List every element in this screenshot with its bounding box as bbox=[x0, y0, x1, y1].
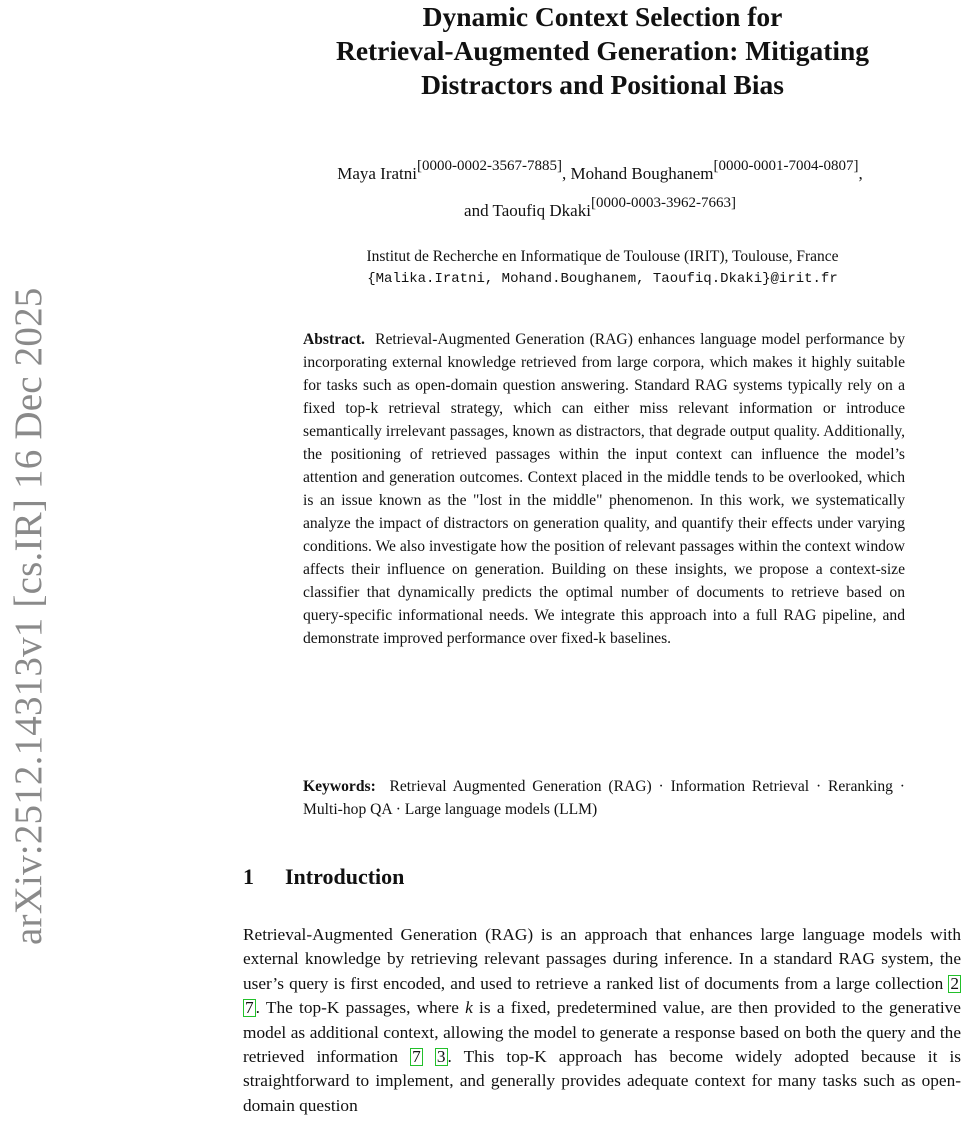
author-list bbox=[240, 156, 960, 230]
author-name: Mohand Boughanem bbox=[570, 164, 714, 183]
math-variable: k bbox=[465, 998, 473, 1018]
title-line-1: Dynamic Context Selection for bbox=[422, 1, 783, 32]
paragraph-text: . This top-K approach has become widely adopted because it is straightforward to implement, and generally provides adequate context for many tasks such as open-domain question bbox=[243, 1047, 961, 1115]
introduction-paragraph bbox=[243, 923, 961, 1118]
citation-link[interactable]: 7 bbox=[245, 998, 254, 1018]
separator: , bbox=[858, 164, 863, 183]
author-emails: {Malika.Iratni, Mohand.Boughanem, Taoufiq.Dkaki}@irit.fr bbox=[367, 271, 838, 287]
section-number: 1 bbox=[243, 864, 254, 889]
section-heading-introduction bbox=[243, 864, 404, 890]
title-line-3: Distractors and Positional Bias bbox=[421, 69, 784, 100]
author-orcid[interactable]: [0000-0003-3962-7663] bbox=[590, 195, 736, 211]
abstract-text: Retrieval-Augmented Generation (RAG) enhances language model performance by incorporating external knowledge retrieved from large corpora, which makes it highly suitable for tasks such as open-domain question answering. Standard RAG systems typically rely on a fixed top-k retrieval strategy, which can either miss relevant information or introduce semantically irrelevant passages, known as distractors, that degrade output quality. Additionally, the positioning of retrieved passages within the input context can influence the model’s attention and generation outcomes. Context placed in the middle tends to be overlooked, which is an issue known as the "lost in the middle" phenomenon. In this work, we systematically analyze the impact of distractors on generation quality, and quantify their effects under varying conditions. We also investigate how the position of relevant passages within the context window affects their influence on generation. Building on these insights, we propose a context-size classifier that dynamically predicts the optimal number of documents to retrieve based on query-specific informational needs. We integrate this approach into a full RAG pipeline, and demonstrate improved performance over fixed-k baselines. bbox=[303, 331, 905, 647]
abstract bbox=[303, 328, 905, 650]
author-name: Taoufiq Dkaki bbox=[492, 201, 591, 220]
section-title: Introduction bbox=[285, 864, 405, 889]
arxiv-identifier-stamp: arXiv:2512.14313v1 [cs.IR] 16 Dec 2025 bbox=[7, 287, 50, 945]
author-orcid[interactable]: [0000-0002-3567-7885] bbox=[416, 158, 562, 174]
paragraph-text: is a fixed, predetermined value, are then provided to the generative model as additional context, allowing the model to generate a response based on both the query and the retrieved information bbox=[243, 998, 961, 1067]
author-orcid[interactable]: [0000-0001-7004-0807] bbox=[713, 158, 859, 174]
keywords bbox=[303, 775, 905, 821]
paper-title bbox=[250, 0, 955, 102]
citation-link[interactable]: 2 bbox=[950, 973, 959, 993]
author-line-1 bbox=[240, 156, 960, 193]
institution: Institut de Recherche en Informatique de Toulouse (IRIT), Toulouse, France bbox=[366, 248, 839, 265]
separator: , bbox=[561, 164, 571, 183]
author-name: Maya Iratni bbox=[337, 164, 417, 183]
author-line-2 bbox=[240, 193, 960, 230]
paragraph-text: Retrieval-Augmented Generation (RAG) is an approach that enhances large language models with external knowledge by retrieving relevant passages during inference. In a standard RAG system, the user’s query is first encoded, and used to retrieve a ranked list of documents from a large collection bbox=[243, 925, 961, 993]
title-line-2: Retrieval-Augmented Generation: Mitigating bbox=[335, 35, 870, 66]
separator: and bbox=[464, 201, 493, 220]
citation-link[interactable]: 7 bbox=[412, 1047, 421, 1067]
paragraph-text: . The top-K passages, where bbox=[255, 998, 466, 1018]
citation-link[interactable]: 3 bbox=[436, 1047, 446, 1067]
abstract-label: Abstract. bbox=[303, 331, 365, 348]
keywords-label: Keywords: bbox=[303, 778, 376, 795]
affiliation bbox=[240, 246, 963, 290]
keywords-text: Retrieval Augmented Generation (RAG) · Information Retrieval · Reranking · Multi-hop QA · Large language models (LLM) bbox=[303, 778, 905, 818]
